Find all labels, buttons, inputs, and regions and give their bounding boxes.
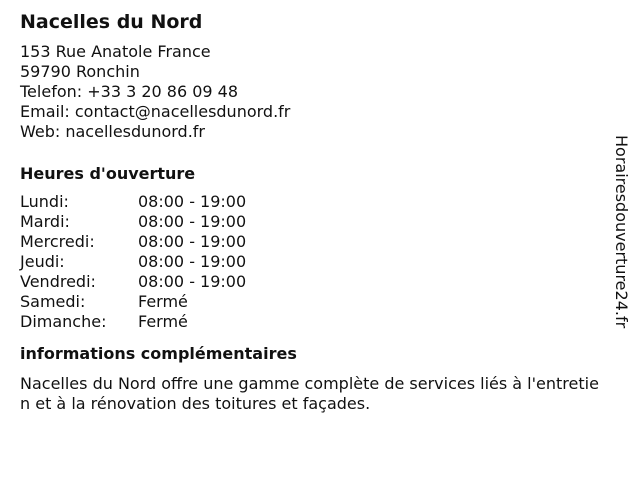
opening-hours-table [20,192,610,332]
hours-row-samedi [20,292,610,312]
web-line: Web: nacellesdunord.fr [20,122,205,141]
hours-row-mardi [20,212,610,232]
day-hours: Fermé [138,292,188,311]
day-label: Vendredi: [20,272,96,291]
day-label: Lundi: [20,192,69,211]
hours-row-vendredi [20,272,610,292]
address-city: 59790 Ronchin [20,62,140,81]
business-card [20,10,610,414]
opening-hours-heading: Heures d'ouverture [20,164,196,183]
phone-line: Telefon: +33 3 20 86 09 48 [20,82,239,101]
email-line: Email: contact@nacellesdunord.fr [20,102,291,121]
day-hours: 08:00 - 19:00 [138,252,247,271]
day-hours: Fermé [138,312,188,331]
contact-block [20,42,610,142]
hours-row-jeudi [20,252,610,272]
day-hours: 08:00 - 19:00 [138,232,247,251]
address-street: 153 Rue Anatole France [20,42,211,61]
additional-info-heading: informations complémentaires [20,344,297,363]
day-label: Mercredi: [20,232,95,251]
day-label: Dimanche: [20,312,107,331]
day-label: Jeudi: [20,252,65,271]
hours-row-mercredi [20,232,610,252]
additional-info-text: Nacelles du Nord offre une gamme complète de services liés à l'entretien et à la rénovation des toitures et façades. [20,374,599,413]
hours-row-lundi [20,192,610,212]
day-hours: 08:00 - 19:00 [138,192,247,211]
day-label: Mardi: [20,212,70,231]
hours-row-dimanche [20,312,610,332]
business-name: Nacelles du Nord [20,11,203,33]
day-hours: 08:00 - 19:00 [138,212,247,231]
day-label: Samedi: [20,292,86,311]
site-watermark: Horairesdouverture24.fr [612,135,631,329]
day-hours: 08:00 - 19:00 [138,272,247,291]
